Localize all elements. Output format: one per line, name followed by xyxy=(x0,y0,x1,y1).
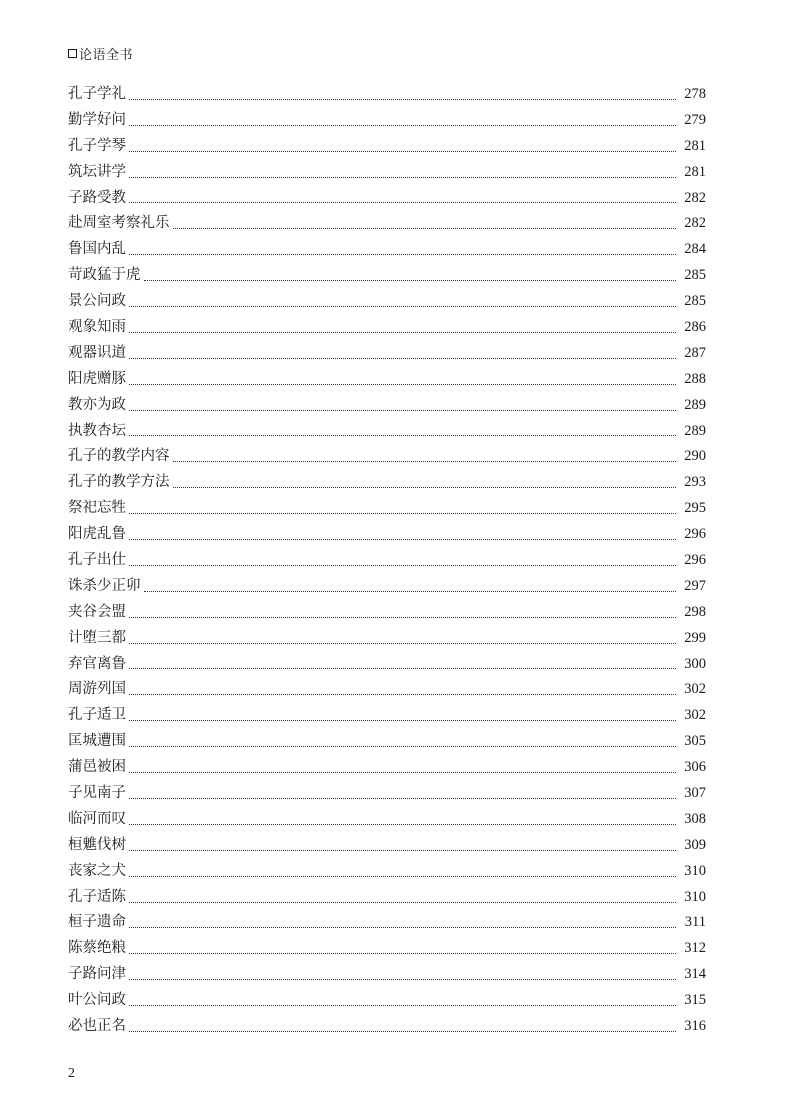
toc-entry-title: 孔子的教学内容 xyxy=(68,448,170,465)
dot-leader xyxy=(129,124,676,126)
dot-leader xyxy=(173,486,677,488)
toc-entry-title: 桓魋伐树 xyxy=(68,836,126,853)
toc-entry xyxy=(68,911,706,937)
toc-entry-title: 必也正名 xyxy=(68,1018,126,1035)
toc-entry-title: 教亦为政 xyxy=(68,396,126,413)
toc-entry-page: 293 xyxy=(684,474,706,491)
dot-leader xyxy=(129,434,676,436)
toc-entry-page: 310 xyxy=(684,888,706,905)
toc-entry-title: 孔子适卫 xyxy=(68,707,126,724)
dot-leader xyxy=(129,1030,676,1032)
toc-entry xyxy=(68,859,706,885)
toc-entry xyxy=(68,703,706,729)
dot-leader xyxy=(129,98,676,100)
dot-leader xyxy=(129,952,676,954)
toc-entry-title: 勤学好问 xyxy=(68,111,126,128)
toc-entry-title: 赴周室考察礼乐 xyxy=(68,215,170,232)
toc-entry xyxy=(68,1014,706,1040)
toc-entry xyxy=(68,160,706,186)
dot-leader xyxy=(129,201,676,203)
toc-entry-page: 281 xyxy=(684,163,706,180)
dot-leader xyxy=(173,460,677,462)
dot-leader xyxy=(129,745,676,747)
square-box-icon xyxy=(68,49,77,58)
toc-entry xyxy=(68,833,706,859)
toc-entry-page: 289 xyxy=(684,422,706,439)
toc-entry-page: 287 xyxy=(684,344,706,361)
toc-entry xyxy=(68,211,706,237)
toc-entry-page: 302 xyxy=(684,707,706,724)
toc-entry-page: 302 xyxy=(684,681,706,698)
toc-entry-page: 300 xyxy=(684,655,706,672)
toc-entry-title: 孔子出仕 xyxy=(68,552,126,569)
toc-entry xyxy=(68,444,706,470)
toc-entry-page: 282 xyxy=(684,189,706,206)
running-head xyxy=(68,44,133,63)
toc-entry-title: 孔子学礼 xyxy=(68,85,126,102)
dot-leader xyxy=(129,150,676,152)
toc-entry-page: 306 xyxy=(684,759,706,776)
toc-entry-title: 筑坛讲学 xyxy=(68,163,126,180)
dot-leader xyxy=(129,849,676,851)
toc-entry xyxy=(68,936,706,962)
toc-entry xyxy=(68,341,706,367)
toc-entry xyxy=(68,237,706,263)
dot-leader xyxy=(129,875,676,877)
dot-leader xyxy=(129,512,676,514)
toc-entry-page: 312 xyxy=(684,940,706,957)
dot-leader xyxy=(129,926,676,928)
page-number: 2 xyxy=(68,1066,75,1081)
toc-entry xyxy=(68,626,706,652)
toc-entry-page: 296 xyxy=(684,526,706,543)
toc-entry xyxy=(68,755,706,781)
toc-entry-page: 316 xyxy=(684,1018,706,1035)
dot-leader xyxy=(144,279,677,281)
dot-leader xyxy=(129,357,676,359)
toc-entry xyxy=(68,988,706,1014)
toc-entry-page: 308 xyxy=(684,810,706,827)
toc-entry xyxy=(68,263,706,289)
dot-leader xyxy=(129,667,676,669)
dot-leader xyxy=(129,771,676,773)
toc-entry-title: 夹谷会盟 xyxy=(68,603,126,620)
book-title: 论语全书 xyxy=(79,48,134,63)
toc-entry-page: 295 xyxy=(684,500,706,517)
toc-entry xyxy=(68,289,706,315)
dot-leader xyxy=(129,719,676,721)
toc-entry-page: 298 xyxy=(684,603,706,620)
toc-entry xyxy=(68,885,706,911)
toc-entry-title: 阳虎赠豚 xyxy=(68,370,126,387)
toc-entry-page: 307 xyxy=(684,785,706,802)
dot-leader xyxy=(129,538,676,540)
dot-leader xyxy=(129,797,676,799)
toc-entry-page: 288 xyxy=(684,370,706,387)
toc-entry-title: 匡城遭围 xyxy=(68,733,126,750)
toc-entry-title: 诛杀少正卯 xyxy=(68,577,141,594)
toc-entry-title: 子路受教 xyxy=(68,189,126,206)
toc-entry-title: 陈蔡绝粮 xyxy=(68,940,126,957)
table-of-contents xyxy=(68,82,706,1040)
toc-entry xyxy=(68,729,706,755)
toc-entry xyxy=(68,677,706,703)
toc-entry-page: 309 xyxy=(684,836,706,853)
dot-leader xyxy=(129,901,676,903)
toc-entry-page: 284 xyxy=(684,241,706,258)
toc-entry xyxy=(68,367,706,393)
toc-entry-page: 315 xyxy=(684,992,706,1009)
toc-entry xyxy=(68,548,706,574)
toc-entry xyxy=(68,962,706,988)
toc-entry-title: 景公问政 xyxy=(68,293,126,310)
toc-entry-title: 子见南子 xyxy=(68,785,126,802)
toc-entry xyxy=(68,134,706,160)
dot-leader xyxy=(129,176,676,178)
toc-entry-title: 孔子的教学方法 xyxy=(68,474,170,491)
toc-entry xyxy=(68,781,706,807)
dot-leader xyxy=(129,616,676,618)
toc-entry-page: 297 xyxy=(684,577,706,594)
toc-entry-title: 周游列国 xyxy=(68,681,126,698)
toc-entry-page: 281 xyxy=(684,137,706,154)
dot-leader xyxy=(129,642,676,644)
toc-entry-title: 蒲邑被困 xyxy=(68,759,126,776)
dot-leader xyxy=(129,253,676,255)
toc-entry-page: 290 xyxy=(684,448,706,465)
toc-entry-page: 278 xyxy=(684,85,706,102)
dot-leader xyxy=(129,1004,676,1006)
toc-entry-page: 305 xyxy=(684,733,706,750)
toc-entry-title: 孔子适陈 xyxy=(68,888,126,905)
toc-entry-page: 311 xyxy=(684,914,706,931)
toc-entry-title: 观器识道 xyxy=(68,344,126,361)
toc-entry-title: 桓子遗命 xyxy=(68,914,126,931)
dot-leader xyxy=(144,590,677,592)
toc-entry xyxy=(68,652,706,678)
toc-entry-page: 310 xyxy=(684,862,706,879)
toc-entry xyxy=(68,522,706,548)
dot-leader xyxy=(129,978,676,980)
toc-entry-title: 孔子学琴 xyxy=(68,137,126,154)
toc-entry-title: 苛政猛于虎 xyxy=(68,267,141,284)
toc-entry-title: 丧家之犬 xyxy=(68,862,126,879)
toc-entry-title: 祭祀忘牲 xyxy=(68,500,126,517)
toc-entry xyxy=(68,108,706,134)
toc-entry-title: 鲁国内乱 xyxy=(68,241,126,258)
toc-entry-title: 观象知雨 xyxy=(68,319,126,335)
toc-entry-page: 314 xyxy=(684,966,706,983)
toc-entry-page: 279 xyxy=(684,111,706,128)
toc-entry-page: 296 xyxy=(684,552,706,569)
toc-entry xyxy=(68,470,706,496)
toc-entry-title: 执教杏坛 xyxy=(68,422,126,439)
dot-leader xyxy=(129,693,676,695)
dot-leader xyxy=(129,409,676,411)
toc-entry xyxy=(68,315,706,341)
toc-entry-page: 289 xyxy=(684,396,706,413)
toc-entry-title: 计堕三都 xyxy=(68,629,126,646)
dot-leader xyxy=(129,305,676,307)
dot-leader xyxy=(129,823,676,825)
toc-entry-page: 299 xyxy=(684,629,706,646)
dot-leader xyxy=(129,383,676,385)
toc-entry-title: 叶公问政 xyxy=(68,992,126,1009)
toc-entry xyxy=(68,574,706,600)
dot-leader xyxy=(129,331,676,333)
toc-entry-title: 子路问津 xyxy=(68,966,126,983)
toc-entry-title: 弃官离鲁 xyxy=(68,655,126,672)
toc-entry-page: 285 xyxy=(684,267,706,284)
dot-leader xyxy=(129,564,676,566)
toc-entry-title: 临河而叹 xyxy=(68,810,126,827)
dot-leader xyxy=(173,227,677,229)
toc-entry xyxy=(68,186,706,212)
toc-entry-page: 282 xyxy=(684,215,706,232)
toc-entry xyxy=(68,393,706,419)
toc-entry-title: 阳虎乱鲁 xyxy=(68,526,126,543)
toc-entry xyxy=(68,807,706,833)
toc-entry xyxy=(68,496,706,522)
toc-entry-page: 285 xyxy=(684,293,706,310)
toc-entry xyxy=(68,419,706,445)
toc-entry xyxy=(68,600,706,626)
toc-entry xyxy=(68,82,706,108)
toc-entry-page: 286 xyxy=(684,319,706,335)
